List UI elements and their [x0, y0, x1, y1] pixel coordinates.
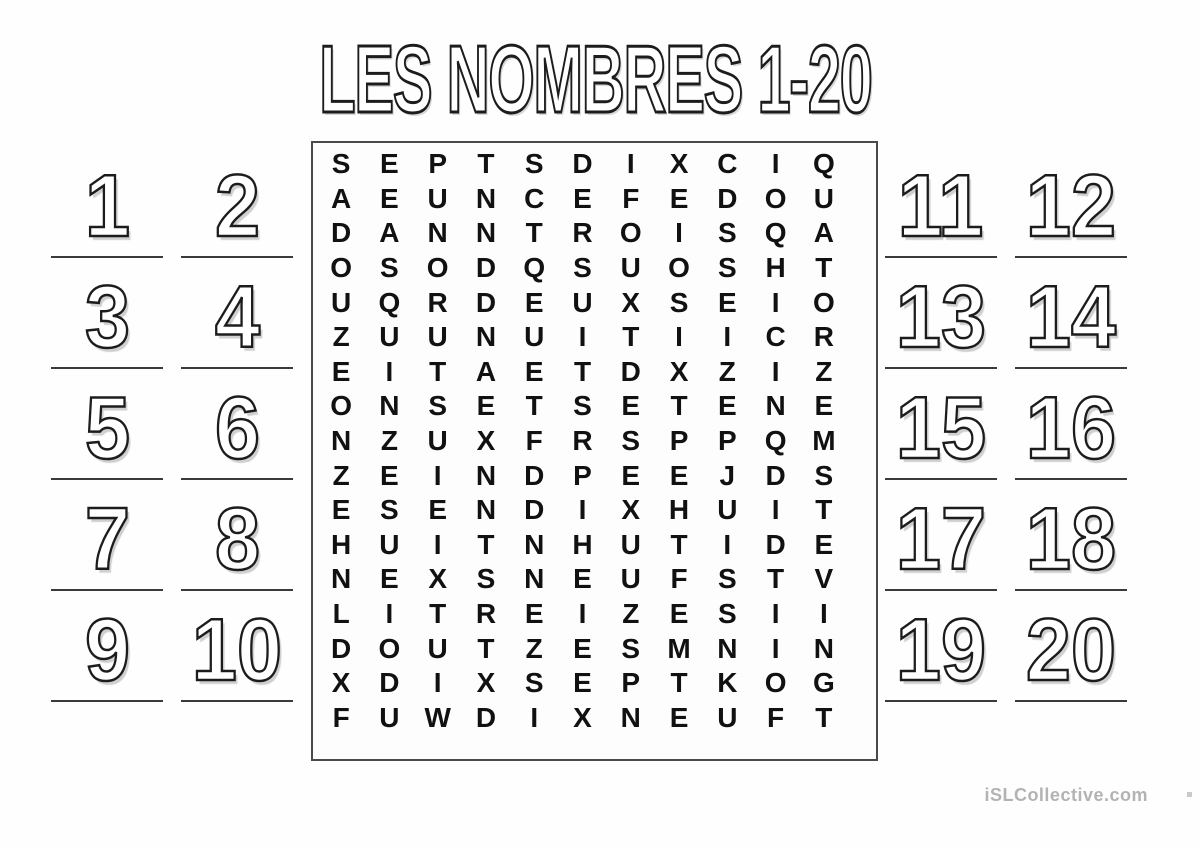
grid-letter-r16-c3: I	[433, 667, 442, 699]
number-tile-11	[882, 155, 1000, 258]
grid-letter-r10-c9: J	[719, 459, 736, 491]
grid-letter-r4-c9: S	[717, 252, 737, 284]
grid-letter-r9-c6: R	[572, 424, 593, 456]
grid-letter-r15-c8: M	[667, 632, 691, 664]
grid-letter-r9-c5: F	[525, 424, 543, 456]
page-title	[300, 26, 890, 133]
grid-letter-r5-c11: O	[812, 286, 835, 318]
number-tile-7	[48, 488, 166, 591]
grid-letter-r9-c2: Z	[380, 424, 398, 456]
grid-letter-r14-c6: I	[578, 597, 587, 629]
grid-letter-r11-c8: H	[668, 494, 690, 526]
number-label-5: 5	[84, 377, 130, 477]
grid-letter-r2-c11: U	[813, 182, 834, 214]
grid-letter-r15-c4: T	[477, 632, 495, 664]
answer-line-11	[885, 256, 997, 258]
grid-letter-r5-c9: E	[717, 286, 737, 318]
grid-letter-r6-c3: U	[427, 321, 448, 353]
grid-letter-r9-c1: N	[331, 424, 352, 456]
grid-letter-r7-c9: Z	[718, 355, 736, 387]
grid-letter-r12-c8: T	[670, 528, 688, 560]
grid-letter-r4-c3: O	[426, 252, 449, 284]
grid-letter-r16-c5: S	[524, 667, 544, 699]
grid-letter-r2-c7: F	[622, 182, 640, 214]
grid-letter-r12-c11: E	[814, 528, 834, 560]
grid-letter-r8-c4: E	[476, 390, 496, 422]
grid-letter-r13-c4: S	[476, 563, 496, 595]
number-label-19: 19	[895, 599, 987, 699]
grid-letter-r8-c6: S	[573, 390, 592, 422]
number-label-20: 20	[1025, 599, 1117, 699]
grid-letter-r15-c7: S	[621, 632, 641, 664]
grid-letter-r14-c1: L	[332, 597, 350, 629]
grid-letter-r17-c4: D	[475, 701, 497, 733]
grid-letter-r4-c7: U	[620, 252, 641, 284]
grid-letter-r10-c7: E	[621, 459, 641, 491]
grid-letter-r6-c8: I	[675, 321, 683, 353]
grid-letter-r6-c5: U	[524, 321, 545, 353]
grid-letter-r7-c1: E	[331, 355, 351, 387]
number-label-1: 1	[84, 155, 130, 255]
grid-letter-r5-c6: U	[572, 286, 593, 318]
grid-letter-r2-c2: E	[380, 182, 399, 214]
grid-letter-r4-c6: S	[573, 252, 592, 284]
answer-line-7	[51, 589, 163, 591]
grid-letter-r16-c6: E	[573, 667, 592, 699]
grid-letter-r5-c10: I	[771, 286, 780, 318]
grid-letter-r12-c6: H	[572, 528, 593, 560]
answer-line-8	[181, 589, 293, 591]
wordsearch-grid	[311, 141, 878, 761]
number-label-12: 12	[1025, 155, 1117, 255]
grid-letter-r8-c8: T	[670, 390, 688, 422]
grid-letter-r12-c9: I	[723, 528, 732, 560]
grid-letter-r13-c10: T	[767, 563, 785, 595]
grid-letter-r16-c7: P	[621, 667, 641, 699]
numbers-left	[48, 155, 296, 702]
grid-letter-r5-c1: U	[331, 286, 352, 318]
grid-letter-r1-c10: I	[771, 148, 780, 180]
grid-letter-r12-c7: U	[620, 528, 641, 560]
number-label-8: 8	[214, 488, 260, 588]
grid-letter-r1-c6: D	[572, 148, 593, 180]
grid-letter-r12-c3: I	[433, 528, 442, 560]
grid-letter-r12-c10: D	[765, 528, 786, 560]
grid-letter-r2-c6: E	[573, 182, 592, 214]
grid-letter-r5-c3: R	[427, 286, 448, 318]
grid-letter-r9-c4: X	[476, 424, 496, 456]
grid-letter-r4-c5: Q	[523, 252, 546, 284]
grid-letter-r9-c9: P	[717, 424, 737, 456]
grid-letter-r2-c1: A	[331, 182, 352, 214]
number-tile-2	[178, 155, 296, 258]
grid-letter-r14-c7: Z	[622, 597, 640, 629]
number-label-18: 18	[1025, 488, 1117, 588]
number-label-15: 15	[895, 377, 987, 477]
grid-letter-r4-c11: T	[815, 252, 833, 284]
grid-letter-r8-c2: N	[379, 390, 400, 422]
grid-letter-r9-c7: S	[621, 424, 641, 456]
grid-letter-r5-c4: D	[475, 286, 497, 318]
grid-letter-r14-c8: E	[669, 597, 689, 629]
number-label-17: 17	[895, 488, 987, 588]
grid-letter-r6-c6: I	[578, 321, 587, 353]
grid-letter-r5-c2: Q	[378, 286, 401, 318]
grid-letter-r2-c4: N	[475, 182, 497, 214]
grid-letter-r4-c1: O	[330, 252, 353, 284]
grid-letter-r6-c9: I	[723, 321, 732, 353]
answer-line-17	[885, 589, 997, 591]
grid-letter-r11-c7: X	[621, 494, 641, 526]
grid-letter-r8-c10: N	[765, 390, 786, 422]
grid-letter-r11-c6: I	[578, 494, 587, 526]
grid-letter-r2-c10: O	[764, 182, 787, 214]
grid-letter-r11-c9: U	[717, 494, 738, 526]
grid-letter-r6-c1: Z	[332, 321, 350, 353]
grid-letter-r11-c10: I	[771, 494, 780, 526]
grid-letter-r13-c1: N	[331, 563, 352, 595]
grid-letter-r1-c2: E	[380, 148, 399, 180]
grid-letter-r14-c10: I	[771, 597, 780, 629]
answer-line-18	[1015, 589, 1127, 591]
grid-letter-r5-c8: S	[669, 286, 689, 318]
number-tile-12	[1012, 155, 1130, 258]
grid-letter-r4-c4: D	[475, 252, 497, 284]
grid-letter-r2-c8: E	[669, 182, 689, 214]
grid-letter-r10-c2: E	[380, 459, 399, 491]
grid-letter-r3-c10: Q	[764, 217, 787, 249]
grid-letter-r12-c1: H	[331, 528, 352, 560]
grid-letter-r16-c2: D	[379, 667, 400, 699]
grid-letter-r3-c4: N	[475, 217, 497, 249]
grid-letter-r7-c2: I	[385, 355, 394, 387]
number-label-9: 9	[84, 599, 130, 699]
answer-line-16	[1015, 478, 1127, 480]
grid-letter-r8-c3: S	[428, 390, 448, 422]
grid-letter-r15-c9: N	[717, 632, 738, 664]
grid-letter-r3-c5: T	[525, 217, 543, 249]
grid-letter-r7-c10: I	[771, 355, 780, 387]
grid-letter-r7-c8: X	[669, 355, 689, 387]
grid-letter-r14-c2: I	[385, 597, 394, 629]
number-tile-3	[48, 266, 166, 369]
grid-letter-r11-c11: T	[815, 494, 833, 526]
watermark-text: iSLCollective.com	[984, 785, 1148, 805]
grid-letter-r11-c4: N	[475, 494, 497, 526]
grid-letter-r9-c3: U	[427, 424, 448, 456]
grid-letter-r6-c10: C	[765, 321, 786, 353]
grid-letter-r10-c11: S	[814, 459, 834, 491]
grid-letter-r1-c11: Q	[812, 148, 835, 180]
grid-letter-r2-c3: U	[427, 182, 448, 214]
grid-letter-r13-c11: V	[814, 563, 834, 595]
grid-letter-r10-c10: D	[765, 459, 786, 491]
grid-letter-r7-c3: T	[429, 355, 447, 387]
grid-letter-r9-c11: M	[812, 424, 836, 456]
grid-letter-r16-c4: X	[476, 667, 496, 699]
number-label-2: 2	[214, 155, 260, 255]
answer-line-5	[51, 478, 163, 480]
number-tile-15	[882, 377, 1000, 480]
grid-letter-r1-c5: S	[524, 148, 544, 180]
grid-letter-r12-c2: U	[379, 528, 400, 560]
grid-letter-r15-c1: D	[331, 632, 352, 664]
grid-letter-r3-c2: A	[379, 217, 400, 249]
number-tile-1	[48, 155, 166, 258]
number-label-6: 6	[214, 377, 260, 477]
grid-letter-r15-c10: I	[771, 632, 780, 664]
number-tile-14	[1012, 266, 1130, 369]
grid-letter-r7-c7: D	[620, 355, 641, 387]
watermark-dot-icon	[1187, 792, 1192, 797]
grid-letter-r7-c6: T	[573, 355, 592, 387]
grid-letter-r17-c1: F	[332, 701, 350, 733]
number-tile-18	[1012, 488, 1130, 591]
grid-letter-r13-c5: N	[524, 563, 545, 595]
grid-letter-r8-c7: E	[621, 390, 641, 422]
grid-letter-r17-c9: U	[717, 701, 738, 733]
answer-line-10	[181, 700, 293, 702]
grid-letter-r2-c5: C	[524, 182, 545, 214]
number-tile-17	[882, 488, 1000, 591]
grid-letter-r3-c8: I	[675, 217, 683, 249]
grid-letter-r15-c6: E	[573, 632, 592, 664]
grid-letter-r17-c10: F	[767, 701, 785, 733]
grid-letter-r1-c4: T	[477, 148, 495, 180]
grid-letter-r13-c2: E	[380, 563, 399, 595]
numbers-right	[882, 155, 1130, 702]
grid-letter-r9-c8: P	[669, 424, 689, 456]
grid-letter-r17-c3: W	[424, 701, 451, 733]
grid-letter-r3-c11: A	[813, 217, 834, 249]
grid-letter-r15-c3: U	[427, 632, 448, 664]
grid-letter-r14-c11: I	[819, 597, 828, 629]
grid-letter-r17-c8: E	[669, 701, 689, 733]
grid-letter-r16-c1: X	[331, 667, 351, 699]
grid-letter-r1-c8: X	[669, 148, 689, 180]
grid-letter-r14-c5: E	[524, 597, 544, 629]
grid-letter-r12-c5: N	[524, 528, 545, 560]
grid-letter-r1-c7: I	[626, 148, 635, 180]
grid-letter-r3-c7: O	[619, 217, 642, 249]
grid-letter-r16-c10: O	[764, 667, 787, 699]
number-tile-10	[178, 599, 296, 702]
number-label-4: 4	[214, 266, 260, 366]
number-label-7: 7	[84, 488, 130, 588]
grid-letter-r15-c2: O	[378, 632, 401, 664]
grid-letter-r10-c5: D	[524, 459, 545, 491]
number-tile-16	[1012, 377, 1130, 480]
grid-letter-r6-c11: R	[813, 321, 834, 353]
number-tile-20	[1012, 599, 1130, 702]
grid-letter-r16-c9: K	[717, 667, 738, 699]
answer-line-13	[885, 367, 997, 369]
grid-letter-r13-c7: U	[620, 563, 641, 595]
grid-letter-r10-c6: P	[573, 459, 592, 491]
number-label-16: 16	[1025, 377, 1117, 477]
grid-letter-r6-c4: N	[475, 321, 497, 353]
number-tile-13	[882, 266, 1000, 369]
answer-line-2	[181, 256, 293, 258]
answer-line-6	[181, 478, 293, 480]
number-tile-9	[48, 599, 166, 702]
grid-letter-r17-c2: U	[379, 701, 400, 733]
grid-letter-r14-c4: R	[475, 597, 497, 629]
grid-letter-r8-c5: T	[525, 390, 543, 422]
grid-letter-r12-c4: T	[477, 528, 495, 560]
grid-letter-r2-c9: D	[717, 182, 738, 214]
grid-letter-r6-c7: T	[622, 321, 640, 353]
grid-letter-r10-c3: I	[433, 459, 442, 491]
grid-letter-r7-c5: E	[524, 355, 544, 387]
number-tile-19	[882, 599, 1000, 702]
answer-line-19	[885, 700, 997, 702]
grid-letter-r3-c1: D	[331, 217, 352, 249]
grid-letter-r13-c9: S	[717, 563, 737, 595]
grid-letter-r5-c7: X	[621, 286, 641, 318]
answer-line-4	[181, 367, 293, 369]
number-label-3: 3	[84, 266, 130, 366]
number-tile-8	[178, 488, 296, 591]
grid-letter-r9-c10: Q	[764, 424, 787, 456]
grid-letter-r8-c9: E	[717, 390, 737, 422]
grid-letter-r10-c8: E	[669, 459, 689, 491]
number-label-11: 11	[898, 155, 984, 255]
grid-letter-r3-c3: N	[427, 217, 448, 249]
number-label-14: 14	[1025, 266, 1117, 366]
grid-letter-r4-c8: O	[668, 252, 690, 284]
grid-letter-r15-c5: Z	[525, 632, 543, 664]
grid-letter-r16-c11: G	[812, 667, 835, 699]
grid-letter-r14-c3: T	[429, 597, 447, 629]
answer-line-9	[51, 700, 163, 702]
grid-letter-r13-c3: X	[428, 563, 448, 595]
grid-letter-r17-c11: T	[815, 701, 833, 733]
grid-letter-r15-c11: N	[813, 632, 834, 664]
page-title-text: LES NOMBRES 1-20	[318, 26, 872, 133]
number-label-13: 13	[895, 266, 987, 366]
answer-line-14	[1015, 367, 1127, 369]
answer-line-12	[1015, 256, 1127, 258]
grid-letter-r5-c5: E	[524, 286, 544, 318]
grid-letter-r10-c4: N	[475, 459, 497, 491]
number-label-10: 10	[191, 599, 283, 699]
answer-line-3	[51, 367, 163, 369]
grid-letter-r11-c5: D	[524, 494, 545, 526]
grid-letter-r4-c2: S	[380, 252, 399, 284]
grid-letter-r16-c8: T	[670, 667, 688, 699]
grid-letter-r8-c11: E	[814, 390, 834, 422]
grid-letter-r13-c8: F	[670, 563, 688, 595]
grid-letter-r7-c11: Z	[815, 355, 833, 387]
grid-letter-r11-c3: E	[428, 494, 448, 526]
grid-letter-r7-c4: A	[475, 355, 497, 387]
grid-letter-r17-c7: N	[620, 701, 641, 733]
grid-letter-r1-c9: C	[717, 148, 738, 180]
answer-line-20	[1015, 700, 1127, 702]
grid-letter-r1-c3: P	[428, 148, 448, 180]
grid-letter-r13-c6: E	[573, 563, 592, 595]
grid-letter-r1-c1: S	[331, 148, 351, 180]
number-tile-5	[48, 377, 166, 480]
answer-line-15	[885, 478, 997, 480]
answer-line-1	[51, 256, 163, 258]
grid-letter-r3-c6: R	[572, 217, 593, 249]
number-tile-4	[178, 266, 296, 369]
grid-letter-r3-c9: S	[717, 217, 737, 249]
grid-letter-r17-c6: X	[573, 701, 592, 733]
grid-letter-r8-c1: O	[330, 390, 353, 422]
grid-letter-r10-c1: Z	[332, 459, 350, 491]
grid-letter-r4-c10: H	[765, 252, 786, 284]
grid-letter-r14-c9: S	[717, 597, 737, 629]
number-tile-6	[178, 377, 296, 480]
grid-letter-r6-c2: U	[379, 321, 400, 353]
grid-letter-r11-c1: E	[331, 494, 351, 526]
grid-letter-r17-c5: I	[530, 701, 539, 733]
grid-letter-r11-c2: S	[380, 494, 399, 526]
